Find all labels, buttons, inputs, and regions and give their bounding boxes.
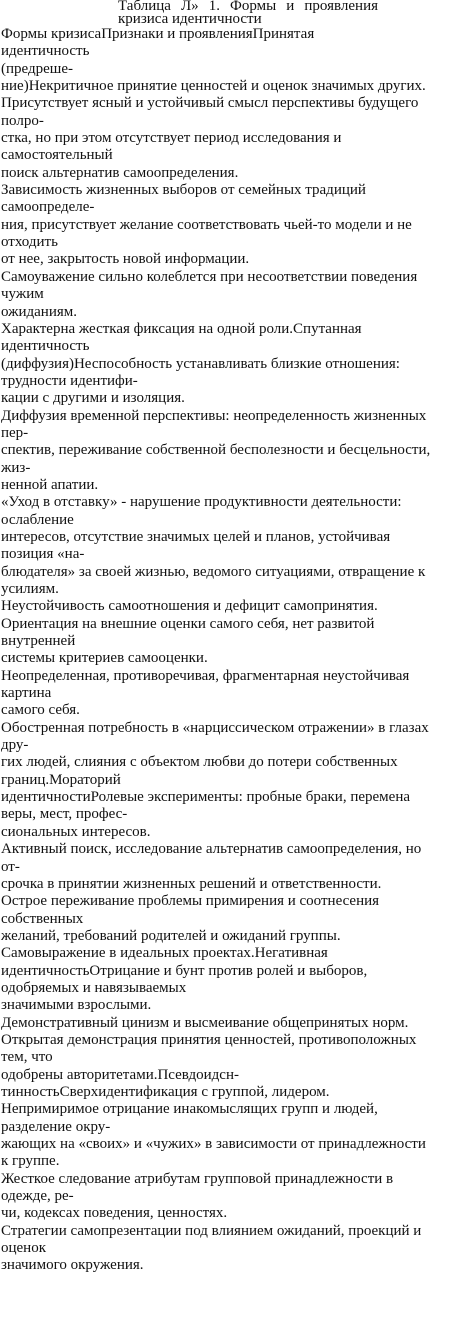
text-line: желаний, требований родителей и ожиданий группы.	[1, 927, 341, 944]
text-line: самоопределе-	[1, 199, 95, 216]
text-line: чужим	[1, 286, 44, 303]
text-line: Самовыражение в идеальных проектах.Негативная	[1, 945, 328, 962]
text-line: от-	[1, 858, 20, 875]
text-line: ненной апатии.	[1, 476, 99, 493]
text-line: Формы кризисаПризнаки и проявленияПринятая	[1, 26, 315, 42]
text-line: «Уход в отставку» - нарушение продуктивности деятельности:	[1, 494, 402, 511]
text-line: одежде, ре-	[1, 1188, 74, 1205]
text-line: Стратегии самопрезентации под влиянием ожиданий, проекций и	[1, 1222, 422, 1239]
text-line: ожиданиям.	[1, 303, 78, 320]
text-line: одобряемых и навязываемых	[1, 979, 187, 996]
text-line: спектив, переживание собственной бесполезности и бесцельности,	[1, 442, 431, 459]
text-line: к группе.	[1, 1153, 60, 1170]
text-line: самого себя.	[1, 702, 80, 719]
text-line: стка, но при этом отсутствует период исследования и	[1, 130, 342, 147]
text-line: от нее, закрытость новой информации.	[1, 251, 250, 268]
text-line: одобрены авторитетами.Псевдоидсн-	[1, 1066, 239, 1083]
text-line: оценок	[1, 1240, 46, 1257]
text-line: Характерна жесткая фиксация на одной роли.Спутанная	[1, 320, 362, 337]
text-line: Зависимость жизненных выборов от семейных традиций	[1, 182, 366, 199]
text-line: интересов, отсутствие значимых целей и планов, устойчивая	[1, 528, 391, 545]
text-line: веры, мест, профес-	[1, 806, 128, 823]
text-line: Острое переживание проблемы примирения и соотнесения	[1, 893, 380, 910]
text-line: Диффузия временной перспективы: неопределенность жизненных	[1, 407, 427, 424]
text-line: Ориентация на внешние оценки самого себя, нет развитой	[1, 615, 375, 632]
text-line: ние)Некритичное принятие ценностей и оценок значимых других.	[1, 78, 426, 95]
text-line: собственных	[1, 910, 84, 927]
text-line: сиональных интересов.	[1, 823, 151, 840]
text-line: чи, кодексах поведения, ценностях.	[1, 1205, 228, 1222]
text-line: идентичностьОтрицание и бунт против ролей и выборов,	[1, 962, 368, 979]
text-line: Обостренная потребность в «нарциссическом отражении» в глазах	[1, 719, 429, 736]
text-line: ослабление	[1, 511, 74, 528]
text-line: Демонстративный цинизм и высмеивание общепринятых норм.	[1, 1014, 409, 1031]
text-line: самостоятельный	[1, 147, 113, 164]
text-line: тем, что	[1, 1049, 53, 1066]
text-line: позиция «на-	[1, 546, 85, 563]
text-line: жающих на «своих» и «чужих» в зависимости от принадлежности	[1, 1136, 426, 1152]
text-line: границ.Мораторий	[1, 771, 121, 788]
text-line: трудности идентифи-	[1, 372, 138, 389]
text-line: значимыми взрослыми.	[1, 997, 152, 1014]
text-line: тинностьСверхидентификация с группой, лидером.	[1, 1083, 330, 1100]
text-line: Присутствует ясный и устойчивый смысл перспективы будущего	[1, 95, 419, 112]
text-line: значимого окружения.	[1, 1257, 144, 1274]
text-line: кации с другими и изоляция.	[1, 390, 185, 407]
text-line: срочка в принятии жизненных решений и ответственности.	[1, 875, 382, 892]
text-line: идентичность	[1, 338, 90, 355]
text-line: полро-	[1, 112, 44, 129]
table-caption	[118, 0, 378, 26]
text-line: гих людей, слияния с объектом любви до потери собственных	[1, 754, 398, 771]
text-line: Непримиримое отрицание инакомыслящих групп и людей,	[1, 1101, 378, 1118]
text-line: идентичностиРолевые эксперименты: пробные браки, перемена	[1, 789, 410, 806]
text-line: системы критериев самооценки.	[1, 650, 208, 667]
text-line: (диффузия)Неспособность устанавливать близкие отношения:	[1, 355, 400, 372]
table-body-text	[1, 26, 461, 1275]
text-line: поиск альтернатив самоопределения.	[1, 164, 239, 181]
text-line: блюдателя» за своей жизнью, ведомого ситуациями, отвращение к	[1, 563, 426, 580]
text-line: усилиям.	[1, 581, 59, 597]
text-line: внутренней	[1, 633, 76, 650]
table-caption-line: Таблица Л» 1. Формы и проявления	[118, 0, 378, 14]
text-line: идентичность	[1, 43, 90, 60]
text-line: Самоуважение сильно колеблется при несоответствии поведения	[1, 268, 418, 285]
text-line: Неопределенная, противоречивая, фрагментарная неустойчивая	[1, 667, 410, 684]
text-line: Жесткое следование атрибутам групповой принадлежности в	[1, 1170, 394, 1187]
text-line: картина	[1, 685, 52, 702]
text-line: отходить	[1, 234, 58, 251]
text-line: (предреше-	[1, 60, 73, 77]
text-line: Активный поиск, исследование альтернатив самоопределения, но	[1, 841, 422, 858]
text-line: Неустойчивость самоотношения и дефицит самопринятия.	[1, 598, 378, 615]
text-line: разделение окру-	[1, 1118, 111, 1135]
text-line: жиз-	[1, 459, 31, 476]
text-line: дру-	[1, 737, 29, 754]
text-line: Открытая демонстрация принятия ценностей, противоположных	[1, 1031, 417, 1048]
text-line: пер-	[1, 424, 29, 441]
table-caption-line: кризиса идентичности	[118, 11, 262, 27]
text-line: ния, присутствует желание соответствовать чьей-то модели и не	[1, 216, 412, 233]
